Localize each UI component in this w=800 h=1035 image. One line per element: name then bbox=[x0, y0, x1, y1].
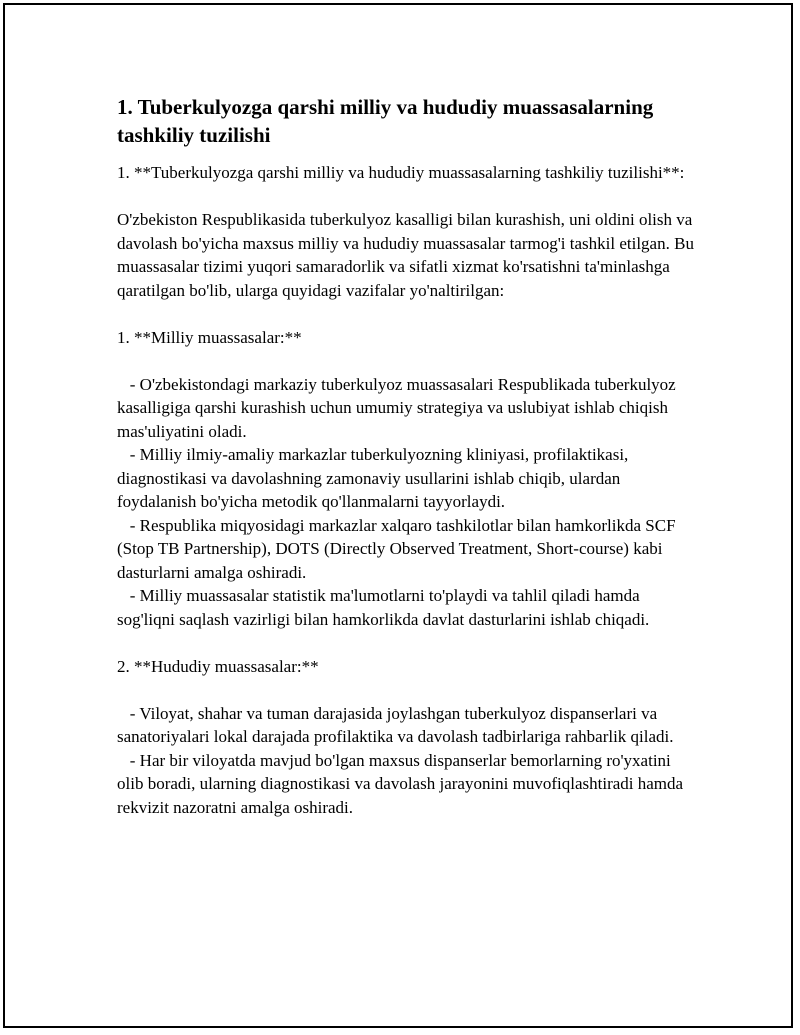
paragraph-intro: O'zbekiston Respublikasida tuberkulyoz kasalligi bilan kurashish, uni oldini olish va davolash bo'yicha maxsus milliy va hududiy muassasalar tarmog'i tashkil etilgan. Bu muassasalar tizimi yuqori samaradorlik va sifatli xizmat ko'rsatishni ta'minlashga qaratilgan bo'lib, ularga quyidagi vazifalar yo'naltirilgan: bbox=[117, 210, 699, 300]
national-items-list: - O'zbekistondagi markaziy tuberkulyoz muassasalari Respublikada tuberkulyoz kasalligiga qarshi kurashish uchun umumiy strategiya va uslubiyat ishlab chiqish mas'uliyatini oladi. - Milliy ilmiy-amaliy markazlar tuberkulyozning kliniyasi, profilaktikasi, diagnostikasi va davolashning zamonaviy usullarini ishlab chiqib, ulardan foydalanish bo'yicha metodik qo'llanmalarni tayyorlaydi. - Respublika miqyosidagi markazlar xalqaro tashkilotlar bilan hamkorlikda SCF (Stop TB Partnership), DOTS (Directly Observed Treatment, Short-course) kabi dasturlarni amalga oshiradi. - Milliy muassasalar statistik ma'lumotlarni to'playdi va tahlil qiladi hamda sog'liqni saqlash vazirligi bilan hamkorlikda davlat dasturlarini ishlab chiqadi. bbox=[117, 374, 676, 629]
section-heading-regional: 2. **Hududiy muassasalar:** bbox=[117, 656, 319, 676]
paragraph-title: 1. **Tuberkulyozga qarshi milliy va hududiy muassasalarning tashkiliy tuzilishi**: bbox=[117, 163, 685, 182]
section-heading-national: 1. **Milliy muassasalar:** bbox=[117, 327, 302, 347]
document-body bbox=[117, 93, 697, 819]
regional-items-list: - Viloyat, shahar va tuman darajasida joylashgan tuberkulyoz dispanserlari va sanatoriyalari lokal darajada profilaktika va davolash tadbirlariga rahbarlik qiladi. - Har bir viloyatda mavjud bo'lgan maxsus dispanserlar bemorlarning ro'yxatini olib boradi, ularning diagnostikasi va davolash jarayonini muvofiqlashtiradi hamda rekvizit nazoratni amalga oshiradi. bbox=[117, 703, 684, 817]
document-heading: 1. Tuberkulyozga qarshi milliy va hududiy muassasalarning tashkiliy tuzilishi bbox=[117, 95, 654, 147]
